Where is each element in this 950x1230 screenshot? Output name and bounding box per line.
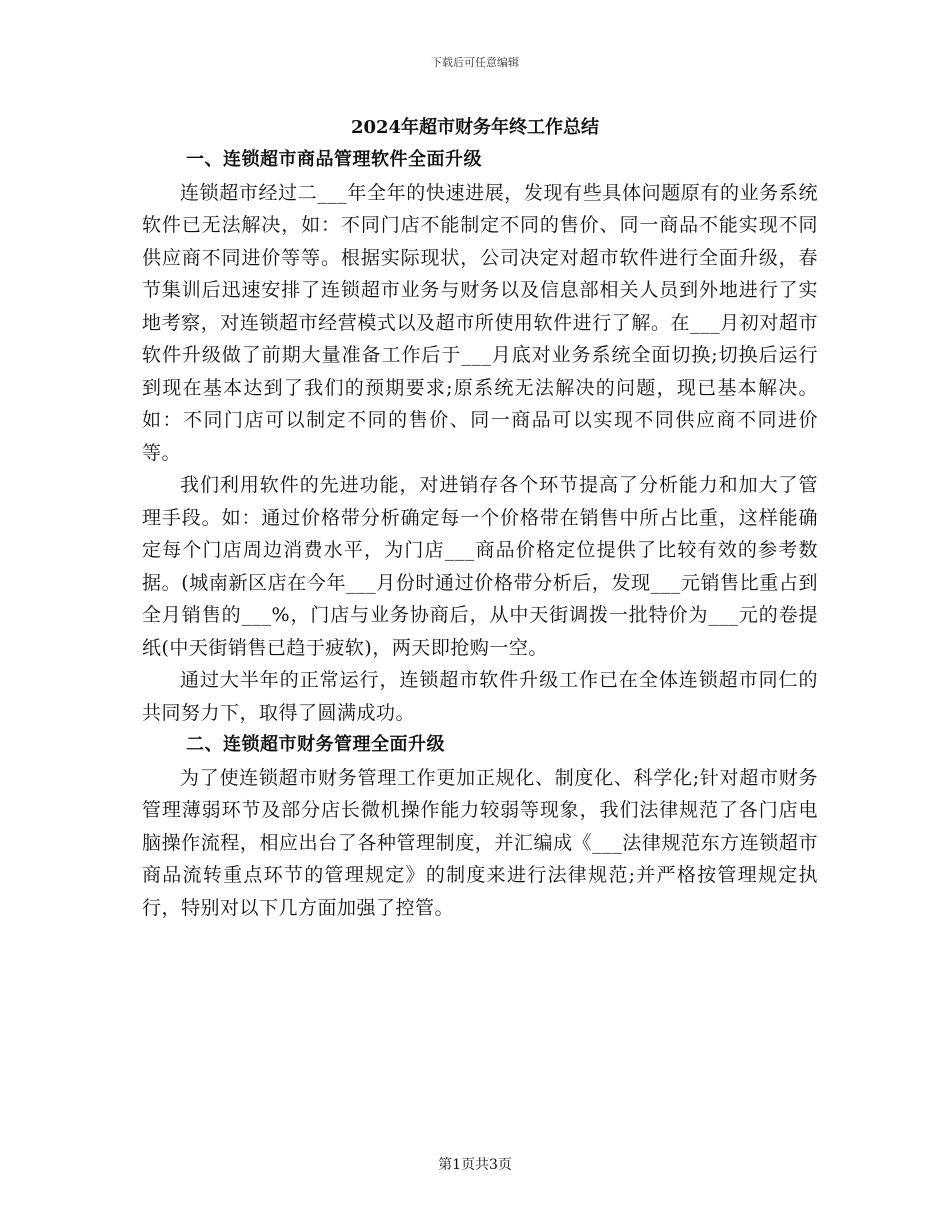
paragraph-1: 连锁超市经过二___年全年的快速进展，发现有些具体问题原有的业务系统软件已无法解决，如：不同门店不能制定不同的售价、同一商品不能实现不同供应商不同进价等等。根据实际现状，公司决定对超市软件进行全面升级，春节集训后迅速安排了连锁超市业务与财务以及信息部相关人员到外地进行了实地考察，对连锁超市经营模式以及超市所使用软件进行了解。在___月初对超市软件升级做了前期大量准备工作后于___月底对业务系统全面切换;切换后运行到现在基本达到了我们的预期要求;原系统无法解决的问题，现已基本解决。如：不同门店可以制定不同的售价、同一商品可以实现不同供应商不同进价等。	[142, 181, 818, 464]
section-heading-1: 一、连锁超市商品管理软件全面升级	[186, 149, 482, 170]
paragraph-2: 我们利用软件的先进功能，对进销存各个环节提高了分析能力和加大了管理手段。如：通过价格带分析确定每一个价格带在销售中所占比重，这样能确定每个门店周边消费水平，为门店___商品价格定位提供了比较有效的参考数据。(城南新区店在今年___月份时通过价格带分析后，发现___元销售比重占到全月销售的___%，门店与业务协商后，从中天街调拨一批特价为___元的卷提纸(中天街销售已趋于疲软)，两天即抢购一空。	[142, 474, 818, 659]
document-title: 2024年超市财务年终工作总结	[350, 117, 600, 138]
section-heading-2: 二、连锁超市财务管理全面升级	[186, 734, 445, 755]
document-body	[142, 144, 818, 924]
paragraph-4: 为了使连锁超市财务管理工作更加正规化、制度化、科学化;针对超市财务管理薄弱环节及部分店长微机操作能力较弱等现象，我们法律规范了各门店电脑操作流程，相应出台了各种管理制度，并汇编成《___法律规范东方连锁超市商品流转重点环节的管理规定》的制度来进行法律规范;并严格按管理规定执行，特别对以下几方面加强了控管。	[142, 766, 818, 919]
page-header: 下载后可任意编辑	[431, 56, 519, 69]
paragraph-3: 通过大半年的正常运行，连锁超市软件升级工作已在全体连锁超市同仁的共同努力下，取得了圆满成功。	[142, 669, 818, 724]
page-footer: 第1页共3页	[438, 1157, 512, 1173]
